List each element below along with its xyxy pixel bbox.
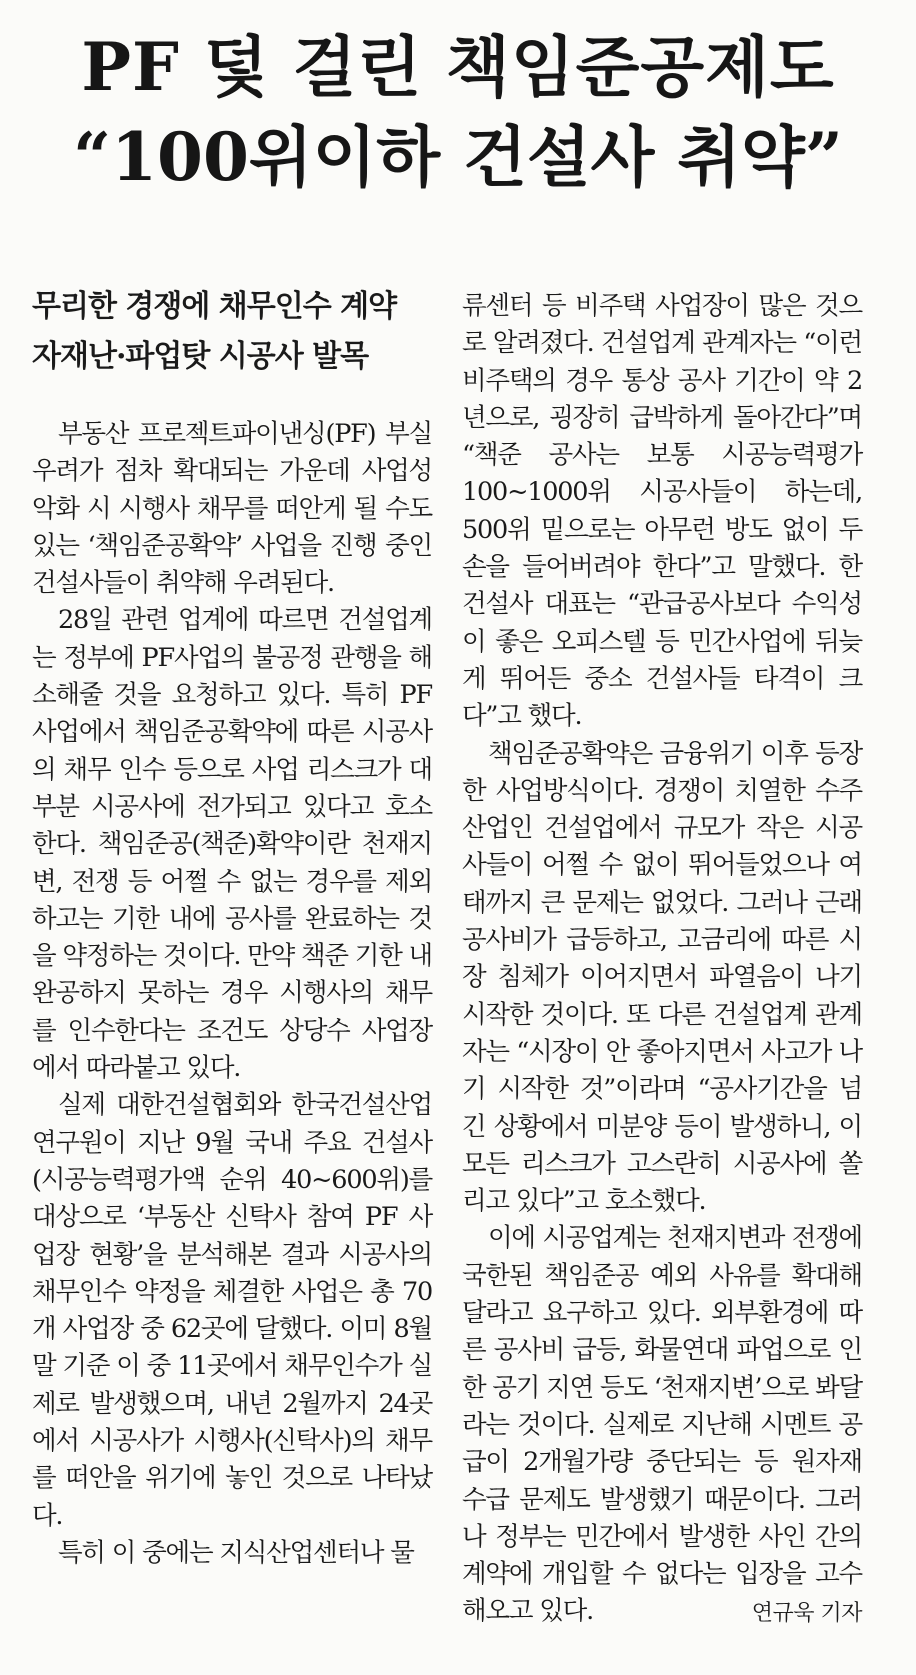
headline-line-2: “100위이하 건설사 취약”: [73, 118, 843, 196]
article-column-right: [462, 288, 862, 1633]
byline: 연규욱 기자: [751, 1601, 862, 1627]
paragraph-6-text: 이에 시공업계는 천재지변과 전쟁에 국한된 책임준공 예외 사유를 확대해달라고 요구하고 있다. 외부환경에 따른 공사비 급등, 화물연대 파업으로 인한 공기 지연 등도 ‘천재지변’으로 봐달라는 것이다. 실제로 지난해 시멘트 공급이 2개월가량 중단되는 등 원자재 수급 문제도 발생했기 때문이다. 그러나 정부는 민간에서 발생한 사인 간의 계약에 개입할 수 없다는 입장을 고수해오고 있다.: [462, 1223, 862, 1627]
paragraph-1: 부동산 프로젝트파이낸싱(PF) 부실 우려가 점차 확대되는 가운데 사업성 악화 시 시행사 채무를 떠안게 될 수도 있는 ‘책임준공확약’ 사업을 진행 중인 건설사들이 취약해 우려된다.: [32, 419, 432, 599]
subheadline-line-1: 무리한 경쟁에 채무인수 계약: [32, 289, 397, 324]
paragraph-6: [462, 1220, 862, 1630]
paragraph-2: 28일 관련 업계에 따르면 건설업계는 정부에 PF사업의 불공정 관행을 해소해줄 것을 요청하고 있다. 특히 PF사업에서 책임준공확약에 따른 시공사의 채무 인수 등으로 사업 리스크가 대부분 시공사에 전가되고 있다고 호소한다. 책임준공(책준)확약이란 천재지변, 전쟁 등 어쩔 수 없는 경우를 제외하고는 기한 내에 공사를 완료하는 것을 약정하는 것이다. 만약 책준 기한 내 완공하지 못하는 경우 시행사의 채무를 인수한다는 조건도 상당수 사업장에서 따라붙고 있다.: [32, 605, 432, 1084]
subheadline-line-2: 자재난·파업탓 시공사 발목: [32, 339, 369, 374]
article-column-left: [32, 288, 432, 1572]
headline-line-1: PF 덫 걸린 책임준공제도: [81, 28, 835, 106]
paragraph-5: 책임준공확약은 금융위기 이후 등장한 사업방식이다. 경쟁이 치열한 수주산업인 건설업에서 규모가 작은 시공사들이 어쩔 수 없이 뛰어들었으나 여태까지 큰 문제는 없었다. 그러나 근래 공사비가 급등하고, 고금리에 따른 시장 침체가 이어지면서 파열음이 나기 시작한 것이다. 또 다른 건설업계 관계자는 “시장이 안 좋아지면서 사고가 나기 시작한 것”이라며 “공사기간을 넘긴 상황에서 미분양 등이 발생하니, 이 모든 리스크가 고스란히 시공사에 쏠리고 있다”고 호소했다.: [462, 738, 862, 1217]
paragraph-3: 실제 대한건설협회와 한국건설산업연구원이 지난 9월 국내 주요 건설사(시공능력평가액 순위 40~600위)를 대상으로 ‘부동산 신탁사 참여 PF 사업장 현황’을 분석해본 결과 시공사의 채무인수 약정을 체결한 사업은 총 70개 사업장 중 62곳에 달했다. 이미 8월 말 기준 이 중 11곳에서 채무인수가 실제로 발생했으며, 내년 2월까지 24곳에서 시공사가 시행사(신탁사)의 채무를 떠안을 위기에 놓인 것으로 나타났다.: [32, 1090, 432, 1531]
subheadline: [32, 282, 432, 382]
paragraph-4-start: 특히 이 중에는 지식산업센터나 물: [58, 1537, 414, 1568]
headline: [0, 22, 916, 202]
paragraph-4-continued: 류센터 등 비주택 사업장이 많은 것으로 알려졌다. 건설업계 관계자는 “이런 비주택의 경우 통상 공사 기간이 약 2년으로, 굉장히 급박하게 돌아간다”며 “책준 공사는 보통 시공능력평가 100~1000위 시공사들이 하는데, 500위 밑으로는 아무런 방도 없이 두 손을 들어버려야 한다”고 말했다. 한 건설사 대표는 “관급공사보다 수익성이 좋은 오피스텔 등 민간사업에 뒤늦게 뛰어든 중소 건설사들 타격이 크다”고 했다.: [462, 291, 862, 732]
